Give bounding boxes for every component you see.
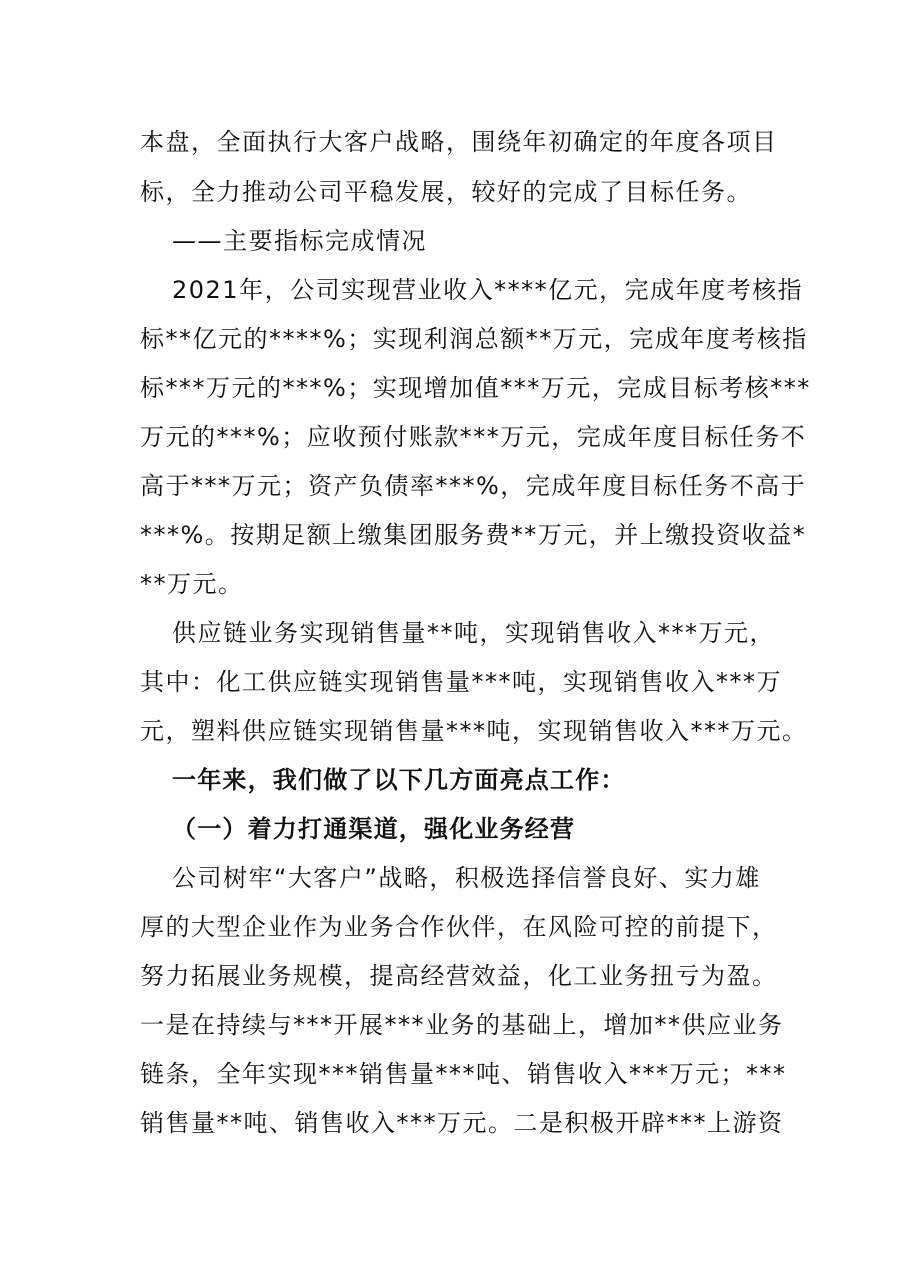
paragraph-line: 本盘，全面执行大客户战略，围绕年初确定的年度各项目 xyxy=(140,128,778,156)
paragraph-line: ***%。按期足额上缴集团服务费**万元，并上缴投资收益* xyxy=(140,521,807,549)
paragraph-line: 公司树牢“大客户”战略，积极选择信誉良好、实力雄 xyxy=(172,864,761,892)
paragraph-line: 标**亿元的****%；实现利润总额**万元，完成年度考核指 xyxy=(140,325,808,353)
paragraph-line: 2021年，公司实现营业收入****亿元，完成年度考核指 xyxy=(172,276,804,304)
section-subheading: ——主要指标完成情况 xyxy=(172,227,427,255)
paragraph-line: 万元的***%；应收预付账款***万元，完成年度目标任务不 xyxy=(140,423,807,451)
section-heading: 一年来，我们做了以下几方面亮点工作： xyxy=(172,766,626,794)
paragraph-line: 厚的大型企业作为业务合作伙伴，在风险可控的前提下， xyxy=(140,913,778,941)
paragraph-line: 努力拓展业务规模，提高经营效益，化工业务扭亏为盈。 xyxy=(140,962,778,990)
paragraph-line: 其中：化工供应链实现销售量***吨，实现销售收入***万 xyxy=(140,668,782,696)
paragraph-line: 一是在持续与***开展***业务的基础上，增加**供应业务 xyxy=(140,1011,784,1039)
section-heading: （一）着力打通渠道，强化业务经营 xyxy=(172,815,576,843)
paragraph-line: 链条，全年实现***销售量***吨、销售收入***万元；*** xyxy=(140,1060,787,1088)
paragraph-line: 高于***万元；资产负债率***%，完成年度目标任务不高于 xyxy=(140,472,807,500)
paragraph-line: 标，全力推动公司平稳发展，较好的完成了目标任务。 xyxy=(140,178,752,206)
paragraph-line: 元，塑料供应链实现销售量***吨，实现销售收入***万元。 xyxy=(140,717,808,745)
paragraph-line: 标***万元的***%；实现增加值***万元，完成目标考核*** xyxy=(140,374,811,402)
paragraph-line: 供应链业务实现销售量**吨，实现销售收入***万元， xyxy=(172,619,775,647)
paragraph-line: **万元。 xyxy=(140,570,244,598)
paragraph-line: 销售量**吨、销售收入***万元。二是积极开辟***上游资 xyxy=(140,1109,784,1137)
